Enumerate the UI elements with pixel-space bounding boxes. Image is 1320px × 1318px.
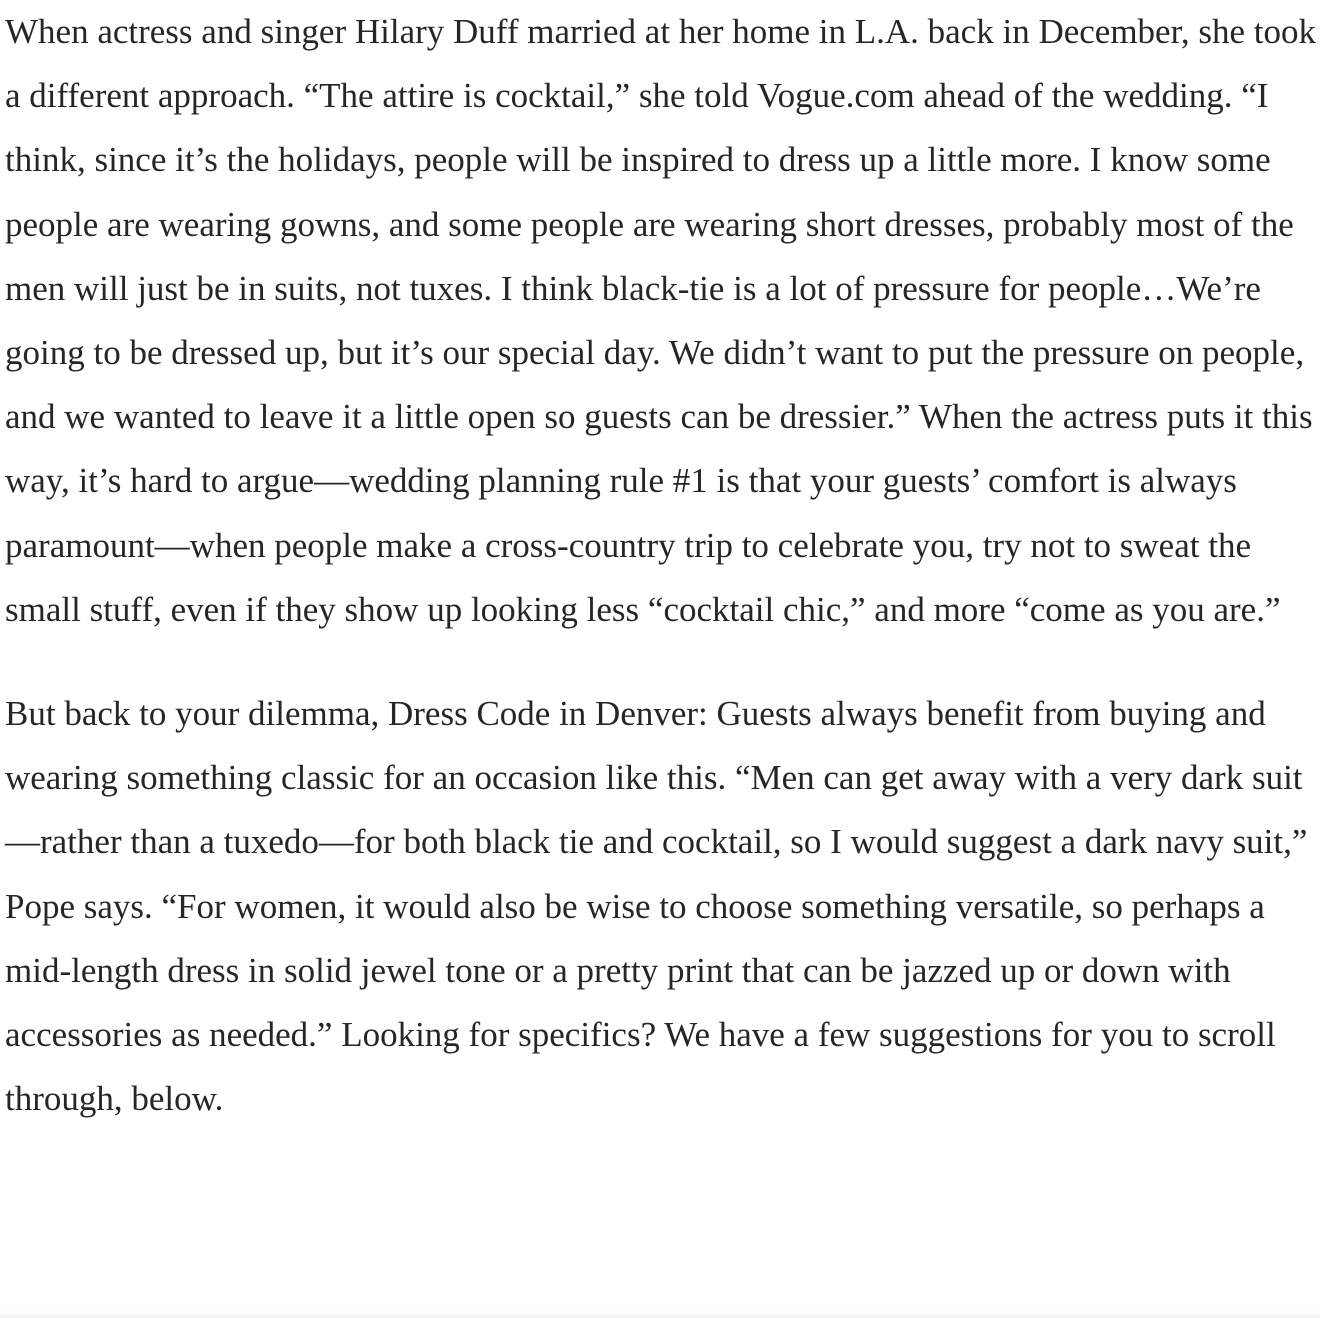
- article-body: [5, 0, 1317, 1131]
- page-bottom-edge: [0, 1310, 1320, 1318]
- paragraph-hilary-duff-wedding: When actress and singer Hilary Duff married at her home in L.A. back in December, she took a different approach. “The attire is cocktail,” she told Vogue.com ahead of the wedding. “I think, since it’s the holidays, people will be inspired to dress up a little more. I know some people are wearing gowns, and some people are wearing short dresses, probably most of the men will just be in suits, not tuxes. I think black-tie is a lot of pressure for people…We’re going to be dressed up, but it’s our special day. We didn’t want to put the pressure on people, and we wanted to leave it a little open so guests can be dressier.” When the actress puts it this way, it’s hard to argue—wedding planning rule #1 is that your guests’ comfort is always paramount—when people make a cross-country trip to celebrate you, try not to sweat the small stuff, even if they show up looking less “cocktail chic,” and more “come as you are.”: [5, 12, 1316, 629]
- paragraph-dress-code-advice: But back to your dilemma, Dress Code in Denver: Guests always benefit from buying and wearing something classic for an occasion like this. “Men can get away with a very dark suit—rather than a tuxedo—for both black tie and cocktail, so I would suggest a dark navy suit,” Pope says. “For women, it would also be wise to choose something versatile, so perhaps a mid-length dress in solid jewel tone or a pretty print that can be jazzed up or down with accessories as needed.” Looking for specifics? We have a few suggestions for you to scroll through, below.: [5, 694, 1308, 1119]
